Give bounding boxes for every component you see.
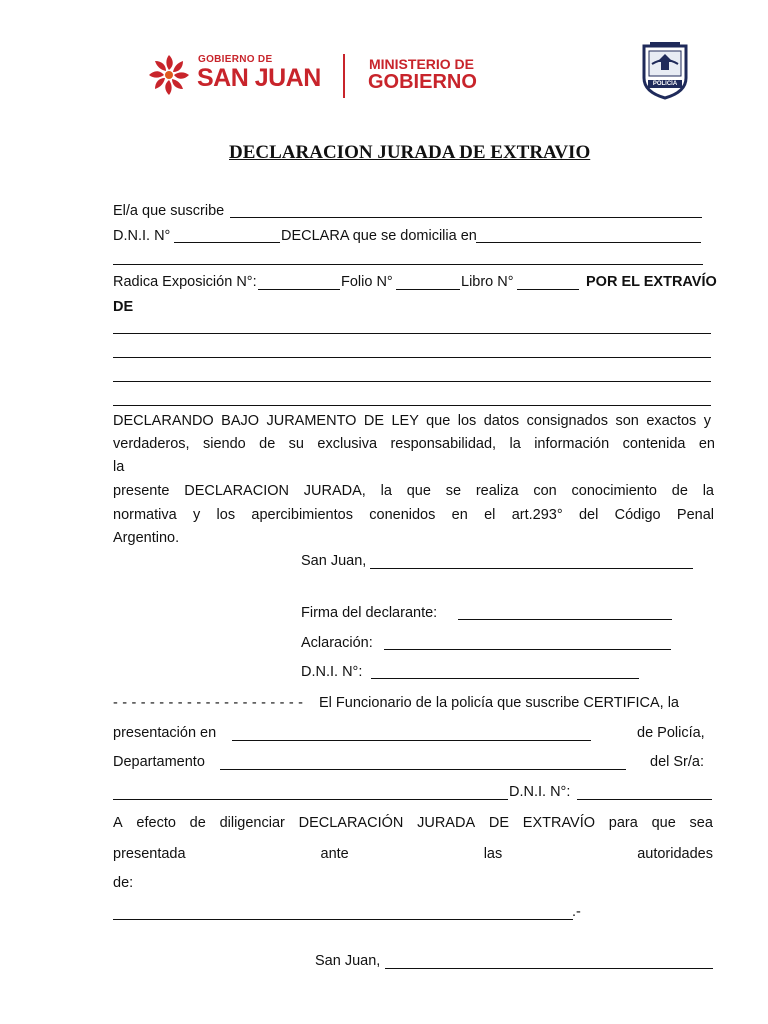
efecto-word: para	[608, 815, 638, 831]
declaration-line-3: la	[113, 459, 125, 475]
police-badge	[640, 40, 690, 100]
autoridades-line[interactable]	[113, 919, 573, 920]
sun-emblem-icon	[146, 52, 192, 98]
badge-label: POLICÍA	[652, 81, 678, 87]
efecto-word: EXTRAVÍO	[522, 815, 596, 831]
sign-dni-label: D.N.I. N°:	[301, 664, 363, 680]
extravio-line-1[interactable]	[113, 333, 711, 334]
efecto-word: JURADA	[417, 815, 476, 831]
suscribe-line[interactable]	[230, 217, 702, 218]
presentacion-line[interactable]	[232, 740, 591, 741]
libro-label: Libro N°	[461, 274, 514, 290]
dni-label: D.N.I. N°	[113, 228, 171, 244]
presentada-word: autoridades	[637, 846, 713, 862]
folio-label: Folio N°	[341, 274, 393, 290]
por-extravio-label: POR EL EXTRAVÍO	[586, 274, 717, 290]
logo-divider	[343, 54, 345, 98]
declaration-line-2: verdaderos, siendo de su exclusiva responsabilidad, la información contenida en	[113, 436, 715, 452]
presentacion-label: presentación en	[113, 725, 217, 741]
folio-line[interactable]	[396, 289, 460, 290]
cert-dni-line[interactable]	[577, 799, 712, 800]
presentada-word: las	[483, 846, 503, 862]
extravio-line-4[interactable]	[113, 405, 711, 406]
cert-san-juan-label: San Juan,	[315, 953, 381, 969]
sign-dni-line[interactable]	[371, 678, 639, 679]
cert-date-line[interactable]	[385, 968, 713, 969]
cert-funcionario: El Funcionario de la policía que suscribe CERTIFICA, la	[319, 695, 679, 711]
radica-label: Radica Exposición N°:	[113, 274, 257, 290]
document-title: DECLARACION JURADA DE EXTRAVIO	[229, 142, 591, 163]
dni-line[interactable]	[174, 242, 280, 243]
de-label: DE	[113, 299, 134, 315]
aclaracion-line[interactable]	[384, 649, 671, 650]
suscribe-label: El/a que suscribe	[113, 203, 225, 219]
ministerio-line2: GOBIERNO	[368, 71, 477, 93]
firma-label: Firma del declarante:	[301, 605, 438, 621]
sign-san-juan-label: San Juan,	[301, 553, 367, 569]
efecto-word: de	[189, 815, 206, 831]
police-shield-icon	[640, 40, 690, 100]
declara-label: DECLARA que se domicilia en	[281, 228, 477, 244]
ministerio-line1: MINISTERIO DE	[369, 56, 475, 72]
departamento-line[interactable]	[220, 769, 626, 770]
cert-dni-label: D.N.I. N°:	[509, 784, 571, 800]
efecto-word: que	[651, 815, 676, 831]
ending-mark: .-	[572, 904, 581, 920]
domicilio-line[interactable]	[476, 242, 701, 243]
efecto-word: sea	[689, 815, 713, 831]
logo-small-text: GOBIERNO DE	[198, 54, 273, 65]
cert-dashes: - - - - - - - - - - - - - - - - - - - - -	[113, 695, 304, 711]
presentada-line	[113, 845, 713, 863]
cert-de-label: de:	[113, 875, 134, 891]
sign-date-line[interactable]	[370, 568, 693, 569]
firma-line[interactable]	[458, 619, 672, 620]
efecto-word: DE	[488, 815, 510, 831]
efecto-word: A	[113, 815, 123, 831]
efecto-line	[113, 814, 713, 832]
libro-line[interactable]	[517, 289, 579, 290]
de-policia-label: de Policía,	[637, 725, 705, 741]
domicilio-line-2[interactable]	[113, 264, 703, 265]
logo-gobierno-san-juan	[146, 50, 326, 98]
declaration-line-6: Argentino.	[113, 530, 180, 546]
efecto-word: diligenciar	[219, 815, 285, 831]
extravio-line-2[interactable]	[113, 357, 711, 358]
del-sr-label: del Sr/a:	[650, 754, 704, 770]
departamento-label: Departamento	[113, 754, 205, 770]
aclaracion-label: Aclaración:	[301, 635, 373, 651]
presentada-word: presentada	[113, 846, 186, 862]
radica-line[interactable]	[258, 289, 340, 290]
declaration-line-1: DECLARANDO BAJO JURAMENTO DE LEY que los datos consignados son exactos y	[113, 413, 711, 429]
logo-big-text: SAN JUAN	[197, 64, 321, 92]
declaration-line-4: presente DECLARACION JURADA, la que se realiza con conocimiento de la	[113, 483, 714, 499]
nombre-line[interactable]	[113, 799, 508, 800]
efecto-word: DECLARACIÓN	[298, 815, 404, 831]
presentada-word: ante	[320, 846, 349, 862]
extravio-line-3[interactable]	[113, 381, 711, 382]
declaration-line-5: normativa y los apercibimientos conenidos en el art.293° del Código Penal	[113, 507, 714, 523]
efecto-word: efecto	[136, 815, 176, 831]
